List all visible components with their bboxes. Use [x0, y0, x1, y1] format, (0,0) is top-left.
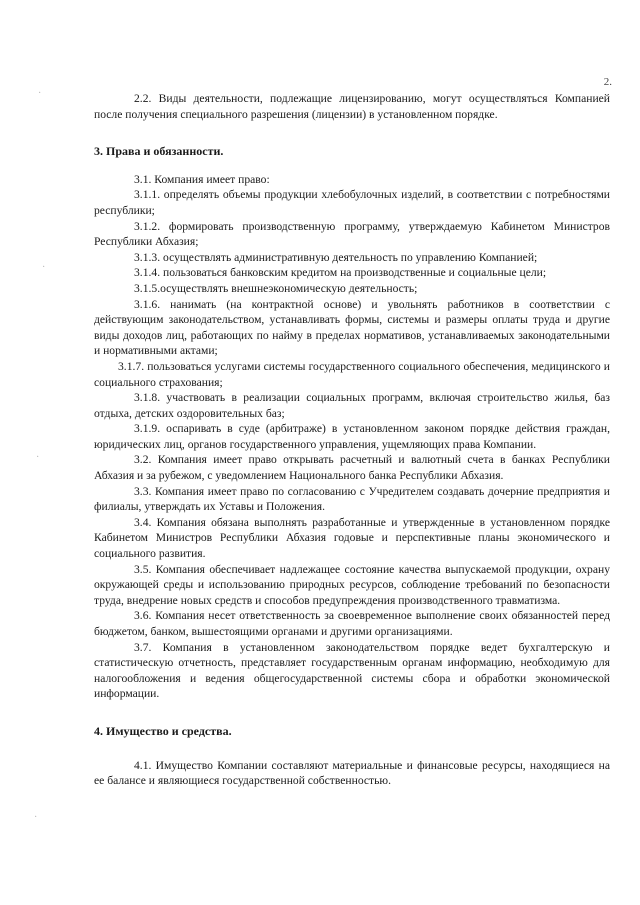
paragraph-2-2: 2.2. Виды деятельности, подлежащие лицензированию, могут осуществляться Компанией после получения специального разрешения (лицензии) в установленном порядке. [94, 92, 610, 121]
paragraph-3-1-9: 3.1.9. оспаривать в суде (арбитраже) в установленном законом порядке действия граждан, юридических лиц, органов государственного управления, ущемляющих права Компании. [94, 422, 610, 451]
paragraph-3-1-4: 3.1.4. пользоваться банковским кредитом на производственные и социальные цели; [134, 266, 547, 280]
margin-mark: · [36, 452, 40, 463]
paragraph-3-1-1: 3.1.1. определять объемы продукции хлебобулочных изделий, в соответствии с потребностями республики; [94, 188, 610, 217]
margin-mark: · [42, 262, 46, 273]
paragraph-3-4: 3.4. Компания обязана выполнять разработанные и утвержденные в установленном порядке Кабинетом Министров Республики Абхазия годовые и перспективные планы экономического и социального развития. [94, 515, 610, 561]
paragraph-3-1-5: 3.1.5.осуществлять внешнеэкономическую деятельность; [134, 281, 418, 295]
margin-mark: · [38, 88, 42, 99]
margin-mark: · [34, 812, 38, 823]
paragraph-3-7: 3.7. Компания в установленном законодательством порядке ведет бухгалтерскую и статистическую отчетность, представляет государственным органам информацию, необходимую для налогообложения и ведения общегосударственной системы сбора и обработки экономической информации. [94, 640, 610, 701]
paragraph-3-1-8: 3.1.8. участвовать в реализации социальных программ, включая строительство жилья, баз отдыха, детских оздоровительных баз; [94, 391, 610, 420]
page-number: 2. [603, 76, 612, 88]
paragraph-4-1: 4.1. Имущество Компании составляют материальные и финансовые ресурсы, находящиеся на ее балансе и являющиеся государственной собственностью. [94, 758, 610, 788]
document-body [94, 91, 610, 789]
section-4-heading: 4. Имущество и средства. [94, 723, 232, 738]
paragraph-3-1-3: 3.1.3. осуществлять административную деятельность по управлению Компанией; [134, 250, 538, 264]
paragraph-3-1-6: 3.1.6. нанимать (на контрактной основе) и увольнять работников в соответствии с действующим законодательством, устанавливать формы, системы и размеры оплаты труда и другие виды доходов лиц, работающих по найму в пределах нормативов, устанавливаемых законодательными и нормативными актами; [94, 297, 610, 358]
paragraph-3-1-2: 3.1.2. формировать производственную программу, утверждаемую Кабинетом Министров Республики Абхазия; [94, 219, 610, 249]
paragraph-3-3: 3.3. Компания имеет право по согласованию с Учредителем создавать дочерние предприятия и филиалы, утверждать их Уставы и Положения. [94, 484, 610, 514]
paragraph-3-6: 3.6. Компания несет ответственность за своевременное выполнение своих обязанностей перед бюджетом, банком, вышестоящими органами и другими организациями. [94, 609, 610, 638]
section-3-heading: 3. Права и обязанности. [94, 144, 224, 159]
paragraph-3-1: 3.1. Компания имеет право: [134, 172, 270, 186]
paragraph-3-5: 3.5. Компания обеспечивает надлежащее состояние качества выпускаемой продукции, охрану окружающей среды и использованию природных ресурсов, соблюдение требований по безопасности труда, внедрение новых средств и способов предупреждения производственного травматизма. [94, 562, 610, 607]
paragraph-3-2: 3.2. Компания имеет право открывать расчетный и валютный счета в банках Республики Абхазия и за рубежом, с уведомлением Национального банка Республики Абхазия. [94, 453, 610, 483]
paragraph-3-1-7: 3.1.7. пользоваться услугами системы государственного социального обеспечения, медицинского и социального страхования; [94, 359, 610, 389]
